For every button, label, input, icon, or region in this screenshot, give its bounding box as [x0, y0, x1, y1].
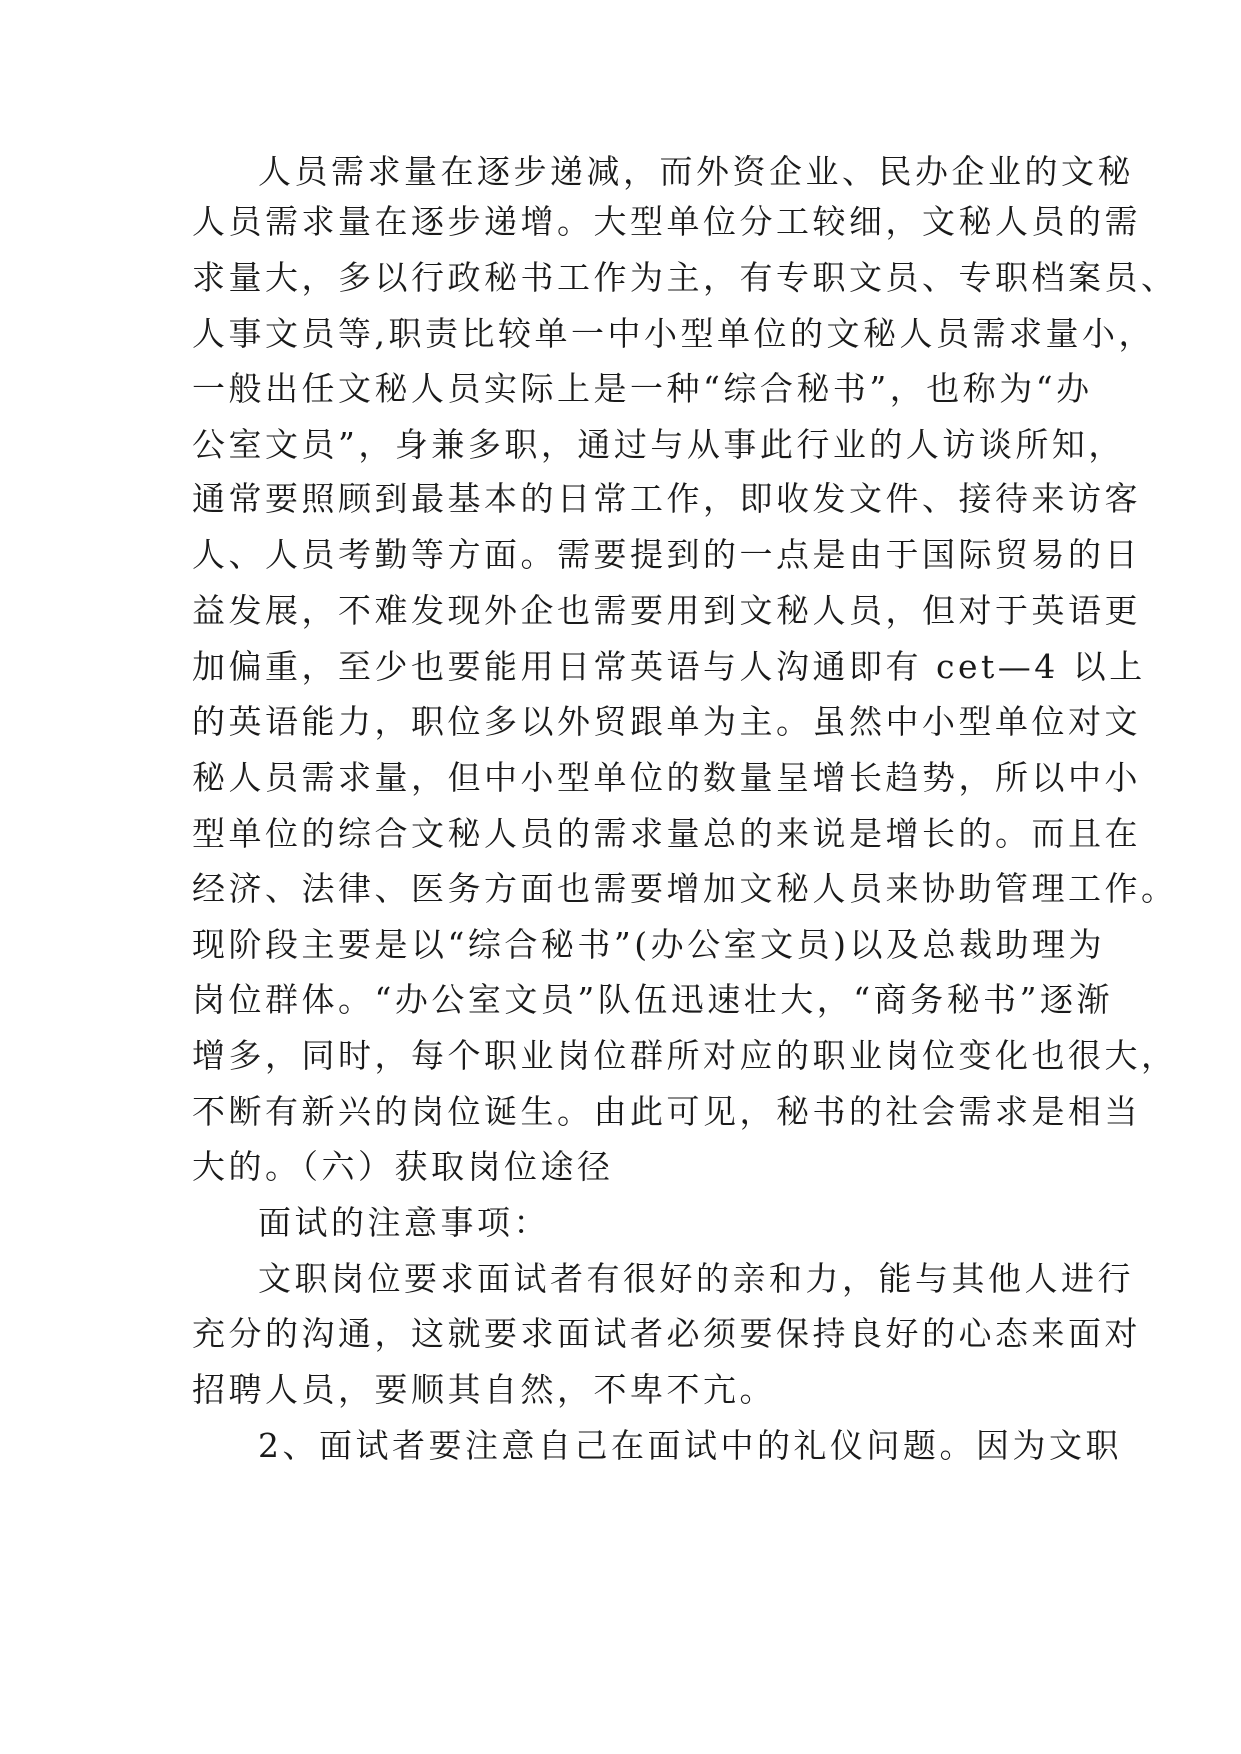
text-line: 求量大，多以行政秘书工作为主，有专职文员、专职档案员、	[192, 258, 1178, 297]
text-line: 秘人员需求量，但中小型单位的数量呈增长趋势，所以中小	[192, 758, 1141, 797]
text-line: 人员需求量在逐步递减，而外资企业、民办企业的文秘	[258, 152, 1134, 191]
text-line: 人员需求量在逐步递增。大型单位分工较细，文秘人员的需	[192, 202, 1141, 241]
text-line: 面试的注意事项：	[258, 1203, 550, 1242]
text-line: 通常要照顾到最基本的日常工作，即收发文件、接待来访客	[192, 479, 1141, 518]
text-line: 加偏重，至少也要能用日常英语与人沟通即有 cet—4 以上	[192, 647, 1146, 686]
text-line: 经济、法律、医务方面也需要增加文秘人员来协助管理工作。	[192, 869, 1178, 908]
text-line: 现阶段主要是以“综合秘书”(办公室文员)以及总裁助理为	[192, 925, 1105, 964]
text-line: 一般出任文秘人员实际上是一种“综合秘书”，也称为“办	[192, 369, 1093, 408]
text-line: 招聘人员，要顺其自然，不卑不亢。	[192, 1370, 776, 1409]
text-line: 2、面试者要注意自己在面试中的礼仪问题。因为文职	[258, 1426, 1122, 1465]
text-line: 的英语能力，职位多以外贸跟单为主。虽然中小型单位对文	[192, 702, 1141, 741]
text-line: 岗位群体。“办公室文员”队伍迅速壮大，“商务秘书”逐渐	[192, 980, 1113, 1019]
text-line: 公室文员”，身兼多职，通过与从事此行业的人访谈所知，	[192, 425, 1125, 464]
text-line: 增多，同时，每个职业岗位群所对应的职业岗位变化也很大，	[192, 1036, 1178, 1075]
text-line: 人事文员等,职责比较单一中小型单位的文秘人员需求量小，	[192, 314, 1155, 353]
text-line: 文职岗位要求面试者有很好的亲和力，能与其他人进行	[258, 1259, 1134, 1298]
text-line: 充分的沟通，这就要求面试者必须要保持良好的心态来面对	[192, 1314, 1141, 1353]
text-line: 人、人员考勤等方面。需要提到的一点是由于国际贸易的日	[192, 535, 1141, 574]
text-line: 益发展，不难发现外企也需要用到文秘人员，但对于英语更	[192, 591, 1141, 630]
text-line: 型单位的综合文秘人员的需求量总的来说是增长的。而且在	[192, 814, 1141, 853]
text-line: 不断有新兴的岗位诞生。由此可见，秘书的社会需求是相当	[192, 1092, 1141, 1131]
text-line: 大的。（六）获取岗位途径	[192, 1147, 614, 1186]
